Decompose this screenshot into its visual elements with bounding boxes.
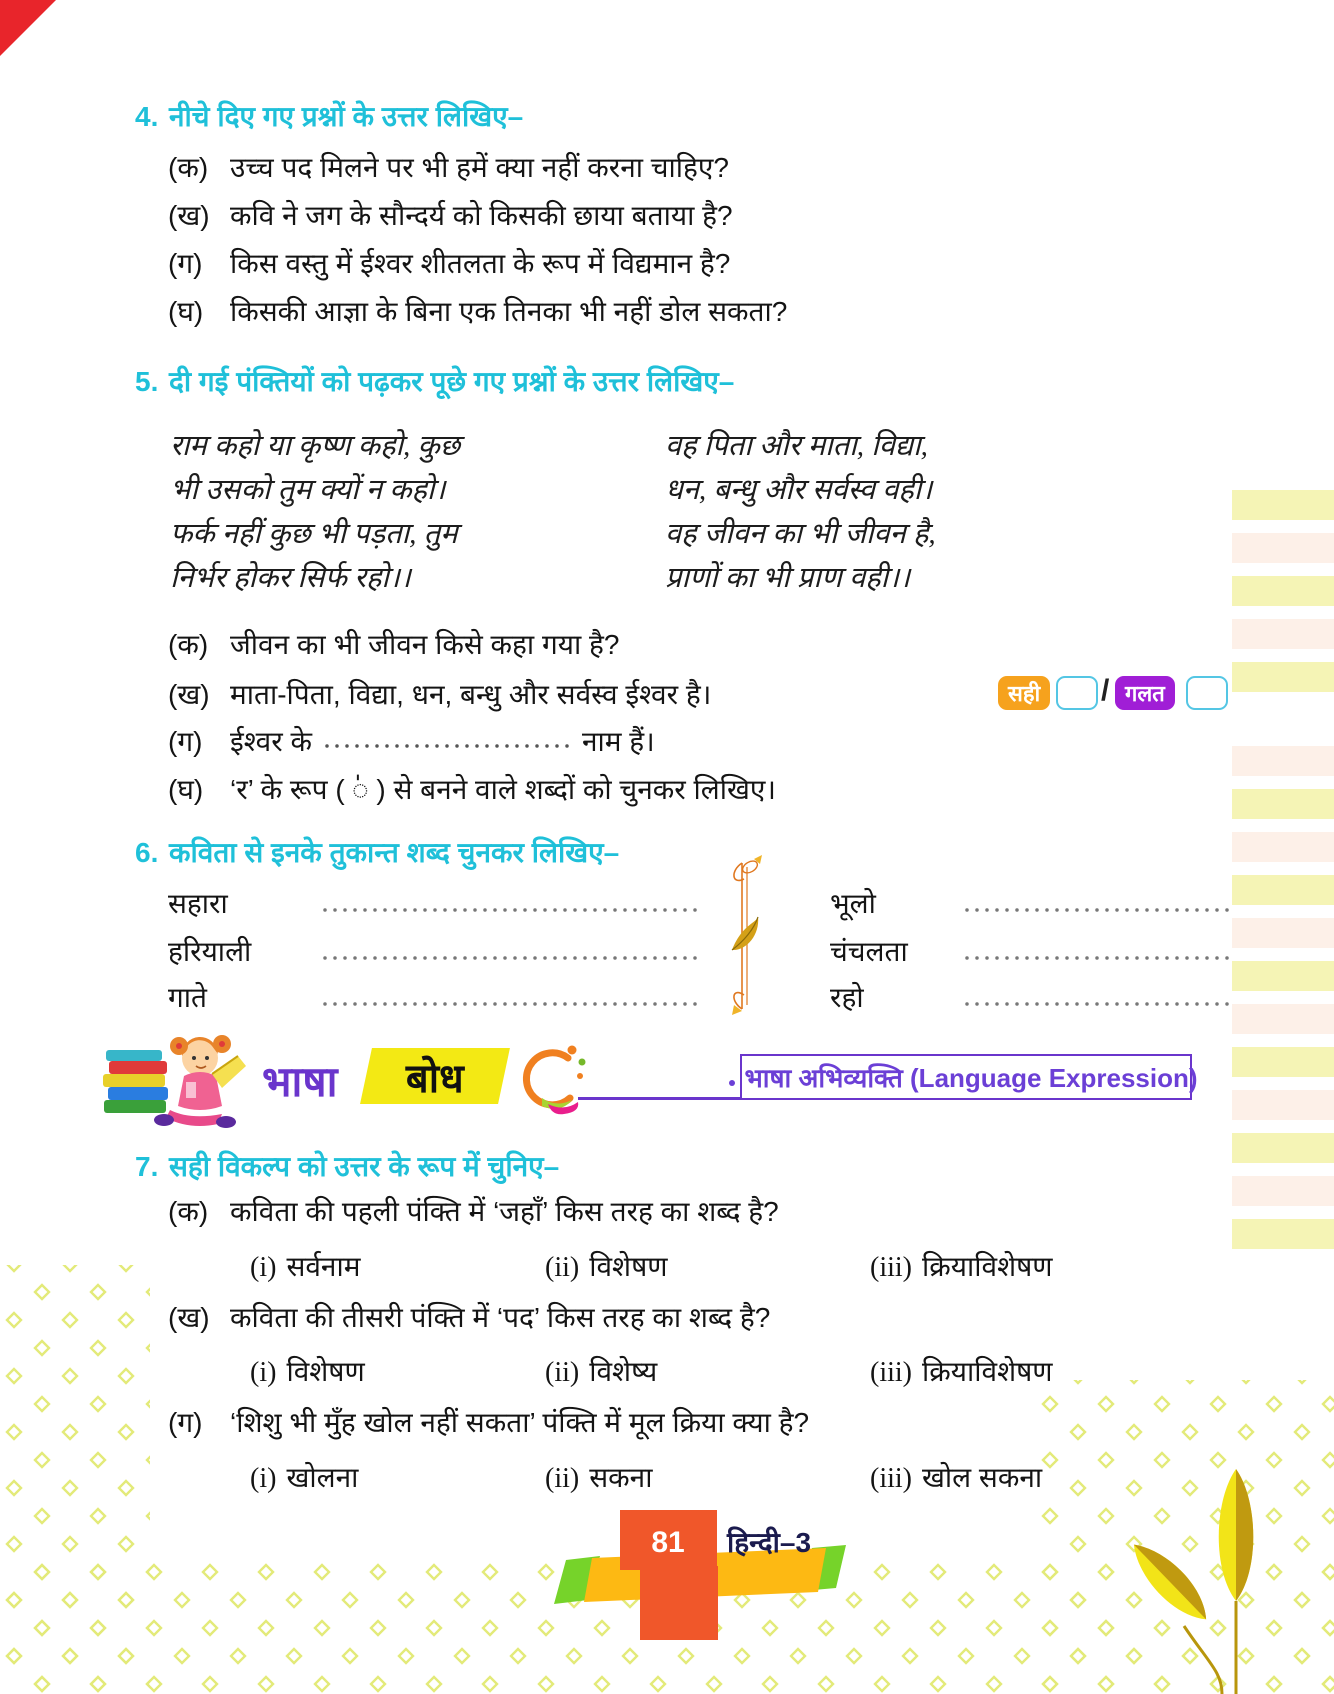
answer-line[interactable] [320, 906, 698, 912]
section-title-plate [360, 1048, 510, 1104]
false-checkbox[interactable] [1186, 676, 1228, 710]
edge-bar [1232, 1219, 1334, 1249]
poem-left-line: राम कहो या कृष्ण कहो, कुछ [170, 430, 461, 462]
q5-number: 5. [135, 366, 159, 397]
poem-right-line: वह पिता और माता, विद्या, [665, 430, 928, 462]
q6-left-word: गाते [168, 982, 207, 1013]
q4-heading: 4. नीचे दिए गए प्रश्नों के उत्तर लिखिए– [135, 101, 524, 132]
vine-ornament [712, 855, 776, 1017]
edge-bar [1232, 875, 1334, 905]
q7-item-c: (ग) ‘शिशु भी मुँह खोल नहीं सकता’ पंक्ति में मूल क्रिया क्या है? [168, 1407, 810, 1438]
true-checkbox[interactable] [1056, 676, 1098, 710]
edge-bar [1232, 961, 1334, 991]
poem-right-line: प्राणों का भी प्राण वही।। [665, 562, 911, 594]
q4-item-c: (ग) किस वस्तु में ईश्वर शीतलता के रूप में विद्यमान है? [168, 248, 731, 279]
swirl-ornament [508, 1040, 590, 1122]
edge-bar [1232, 746, 1334, 776]
true-badge: सही [998, 676, 1050, 710]
q7b-option-2[interactable]: (ii) विशेष्य [545, 1356, 658, 1388]
edge-bar [1232, 576, 1334, 606]
edge-bar [1232, 1133, 1334, 1163]
q7-item-b: (ख) कविता की तीसरी पंक्ति में ‘पद’ किस तरह का शब्द है? [168, 1302, 771, 1333]
book-title: हिन्दी–3 [727, 1527, 812, 1558]
edge-bar [1232, 619, 1334, 649]
edge-bar [1232, 1176, 1334, 1206]
edge-bar [1232, 1090, 1334, 1120]
corner-triangle-decoration [0, 0, 56, 56]
poem-right-line: धन, बन्धु और सर्वस्व वही। [665, 474, 933, 506]
q7c-option-2[interactable]: (ii) सकना [545, 1462, 653, 1494]
edge-bar [1232, 533, 1334, 563]
q4-item-d: (घ) किसकी आज्ञा के बिना एक तिनका भी नहीं डोल सकता? [168, 296, 788, 327]
edge-bar [1232, 832, 1334, 862]
q5-item-a: (क) जीवन का भी जीवन किसे कहा गया है? [168, 629, 620, 660]
q5-item-d: (घ) ‘र’ के रूप ( ॑ ) से बनने वाले शब्दों को चुनकर लिखिए। [168, 774, 776, 805]
q6-number: 6. [135, 837, 159, 868]
q7c-option-3[interactable]: (iii) खोल सकना [870, 1462, 1043, 1494]
edge-bar [1232, 918, 1334, 948]
edge-bar [1232, 1004, 1334, 1034]
section-title-bodh: बोध [406, 1056, 464, 1101]
footer-emblem [540, 1440, 860, 1650]
true-false-separator: / [1101, 674, 1110, 707]
answer-line[interactable] [320, 1000, 698, 1006]
girl-reading-illustration [100, 1028, 258, 1128]
q6-right-word: चंचलता [830, 936, 908, 967]
edge-bar [1232, 1047, 1334, 1077]
answer-line[interactable] [962, 906, 1234, 912]
poem-right-line: वह जीवन का भी जीवन है, [665, 518, 936, 550]
answer-line[interactable] [962, 1000, 1234, 1006]
poem-left-line: फर्क नहीं कुछ भी पड़ता, तुम [170, 518, 458, 550]
q6-left-word: सहारा [168, 888, 228, 919]
q7-number: 7. [135, 1151, 159, 1182]
section-title-bhasha: भाषा [262, 1058, 338, 1105]
q7b-option-3[interactable]: (iii) क्रियाविशेषण [870, 1356, 1053, 1388]
plant-illustration [1100, 1440, 1334, 1694]
q4-item-a: (क) उच्च पद मिलने पर भी हमें क्या नहीं करना चाहिए? [168, 152, 729, 183]
q5-item-b: (ख) माता-पिता, विद्या, धन, बन्धु और सर्वस्व ईश्वर है। [168, 679, 712, 710]
q7a-option-3[interactable]: (iii) क्रियाविशेषण [870, 1251, 1053, 1283]
fill-in-blank[interactable] [322, 743, 572, 749]
q7-heading: 7. सही विकल्प को उत्तर के रूप में चुनिए– [135, 1151, 560, 1182]
q7a-option-1[interactable]: (i) सर्वनाम [250, 1251, 361, 1283]
q7a-option-2[interactable]: (ii) विशेषण [545, 1251, 668, 1283]
poem-left-line: भी उसको तुम क्यों न कहो। [170, 474, 446, 506]
edge-bar [1232, 490, 1334, 520]
poem-left-line: निर्भर होकर सिर्फ रहो।। [170, 562, 411, 594]
q4-number: 4. [135, 101, 159, 132]
edge-bar [1232, 662, 1334, 692]
edge-bar [1232, 789, 1334, 819]
q7-item-a: (क) कविता की पहली पंक्ति में ‘जहाँ’ किस तरह का शब्द है? [168, 1196, 779, 1227]
answer-line[interactable] [962, 954, 1234, 960]
q5-item-c: (ग) ईश्वर के नाम हैं। [168, 726, 655, 757]
answer-line[interactable] [320, 954, 698, 960]
q6-left-word: हरियाली [168, 936, 252, 967]
q6-right-word: रहो [830, 982, 864, 1013]
q7b-option-1[interactable]: (i) विशेषण [250, 1356, 365, 1388]
language-expression-box: भाषा अभिव्यक्ति (Language Expression) [740, 1054, 1192, 1100]
page-number: 81 [651, 1526, 685, 1559]
q6-right-word: भूलो [830, 888, 876, 919]
q4-item-b: (ख) कवि ने जग के सौन्दर्य को किसकी छाया बताया है? [168, 200, 733, 231]
section-divider-line [578, 1097, 740, 1100]
q5-heading: 5. दी गई पंक्तियों को पढ़कर पूछे गए प्रश्नों के उत्तर लिखिए– [135, 366, 735, 397]
false-badge: गलत [1115, 676, 1175, 710]
q6-heading: 6. कविता से इनके तुकान्त शब्द चुनकर लिखिए– [135, 837, 620, 868]
q7c-option-1[interactable]: (i) खोलना [250, 1462, 359, 1494]
